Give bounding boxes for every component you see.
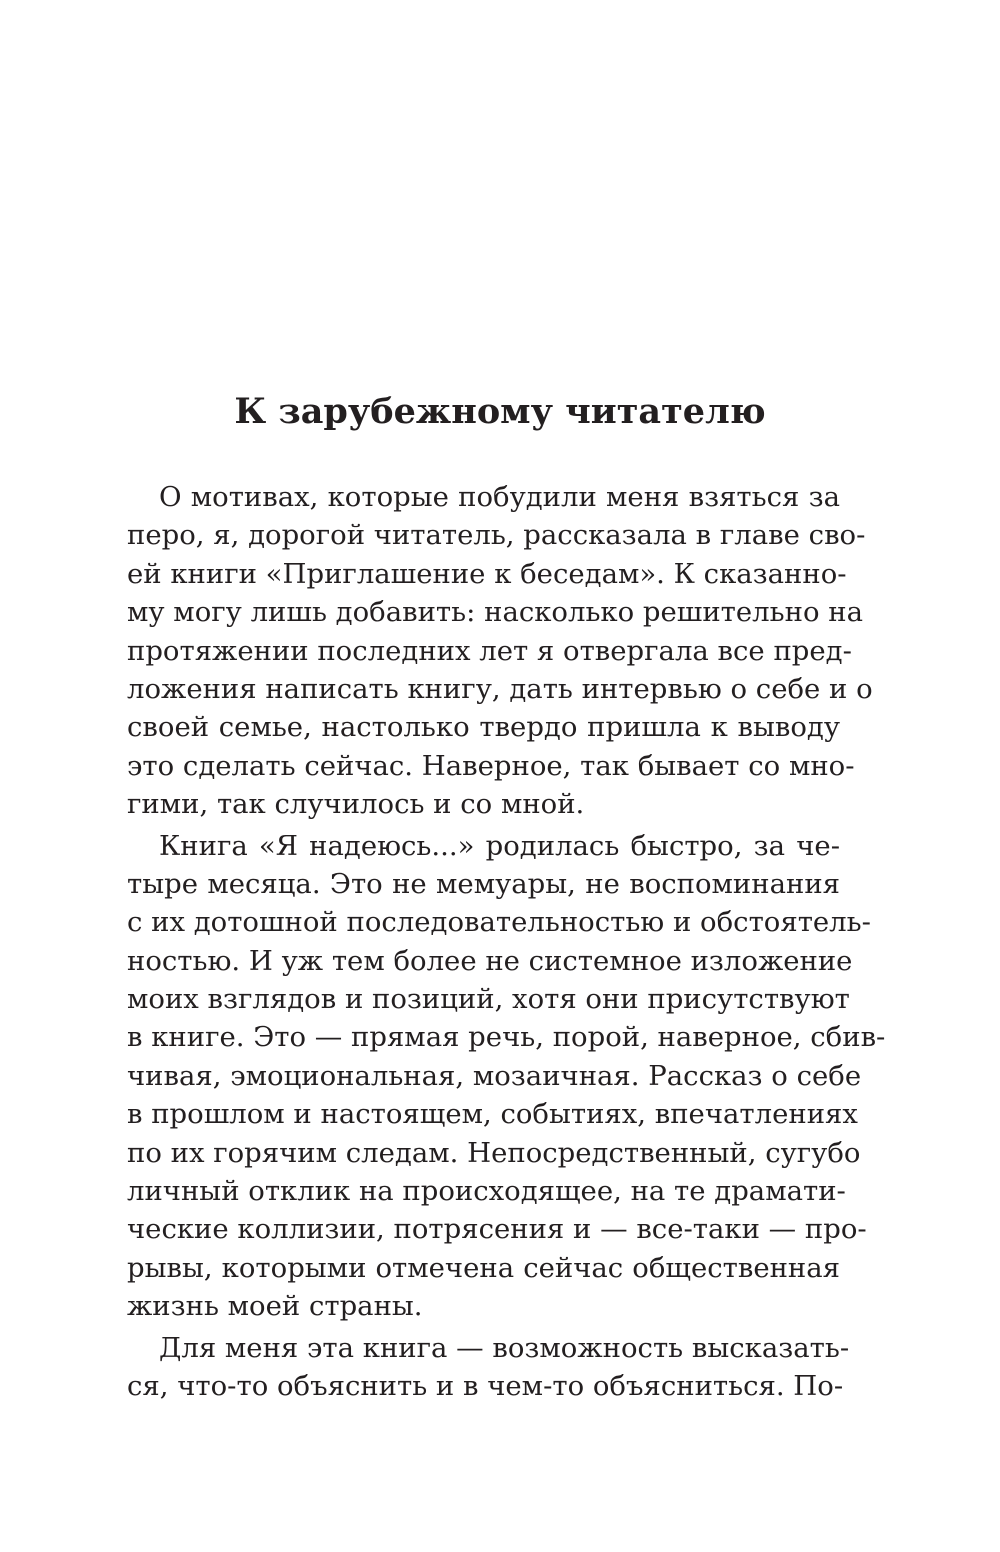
text-line: перо, я, дорогой читатель, рассказала в главе сво-	[127, 519, 866, 552]
text-line: ей книги «Приглашение к беседам». К сказанно-	[127, 557, 847, 590]
text-line: моих взглядов и позиций, хотя они присутствуют	[127, 983, 850, 1016]
chapter-title: К зарубежному читателю	[234, 391, 766, 432]
text-line: это сделать сейчас. Наверное, так бывает со мно-	[127, 749, 855, 782]
text-line: О мотивах, которые побудили меня взяться за	[159, 481, 840, 513]
paragraph	[127, 1329, 850, 1406]
text-line: протяжении последних лет я отвергала все пред-	[127, 634, 852, 667]
text-line: жизнь моей страны.	[127, 1290, 423, 1323]
text-line: личный отклик на происходящее, на те драмати-	[127, 1175, 846, 1208]
text-line: ческие коллизии, потрясения и — все-таки — про-	[127, 1213, 867, 1246]
text-line: ся, что-то объяснить и в чем-то объясниться. По-	[127, 1369, 844, 1402]
text-line: ностью. И уж тем более не системное изложение	[127, 944, 853, 977]
text-line: му могу лишь добавить: насколько решительно на	[127, 596, 863, 629]
text-line: ложения написать книгу, дать интервью о себе и о	[127, 672, 873, 705]
text-line: в прошлом и настоящем, событиях, впечатлениях	[127, 1098, 858, 1131]
text-line: гими, так случилось и со мной.	[127, 788, 585, 821]
text-line: Для меня эта книга — возможность высказать-	[159, 1331, 850, 1364]
text-line: тыре месяца. Это не мемуары, не воспоминания	[127, 867, 840, 900]
paragraph	[127, 827, 886, 1326]
text-line: рывы, которыми отмечена сейчас общественная	[127, 1251, 840, 1284]
paragraph	[127, 478, 873, 824]
text-line: с их дотошной последовательностью и обстоятель-	[127, 906, 871, 939]
text-line: в книге. Это — прямая речь, порой, наверное, сбив-	[127, 1021, 886, 1054]
text-line: по их горячим следам. Непосредственный, сугубо	[127, 1136, 861, 1169]
text-line: Книга «Я надеюсь...» родилась быстро, за че-	[159, 829, 840, 862]
body-text	[127, 478, 886, 1405]
text-line: своей семье, настолько твердо пришла к выводу	[127, 711, 840, 744]
text-line: чивая, эмоциональная, мозаичная. Рассказ о себе	[127, 1059, 862, 1092]
